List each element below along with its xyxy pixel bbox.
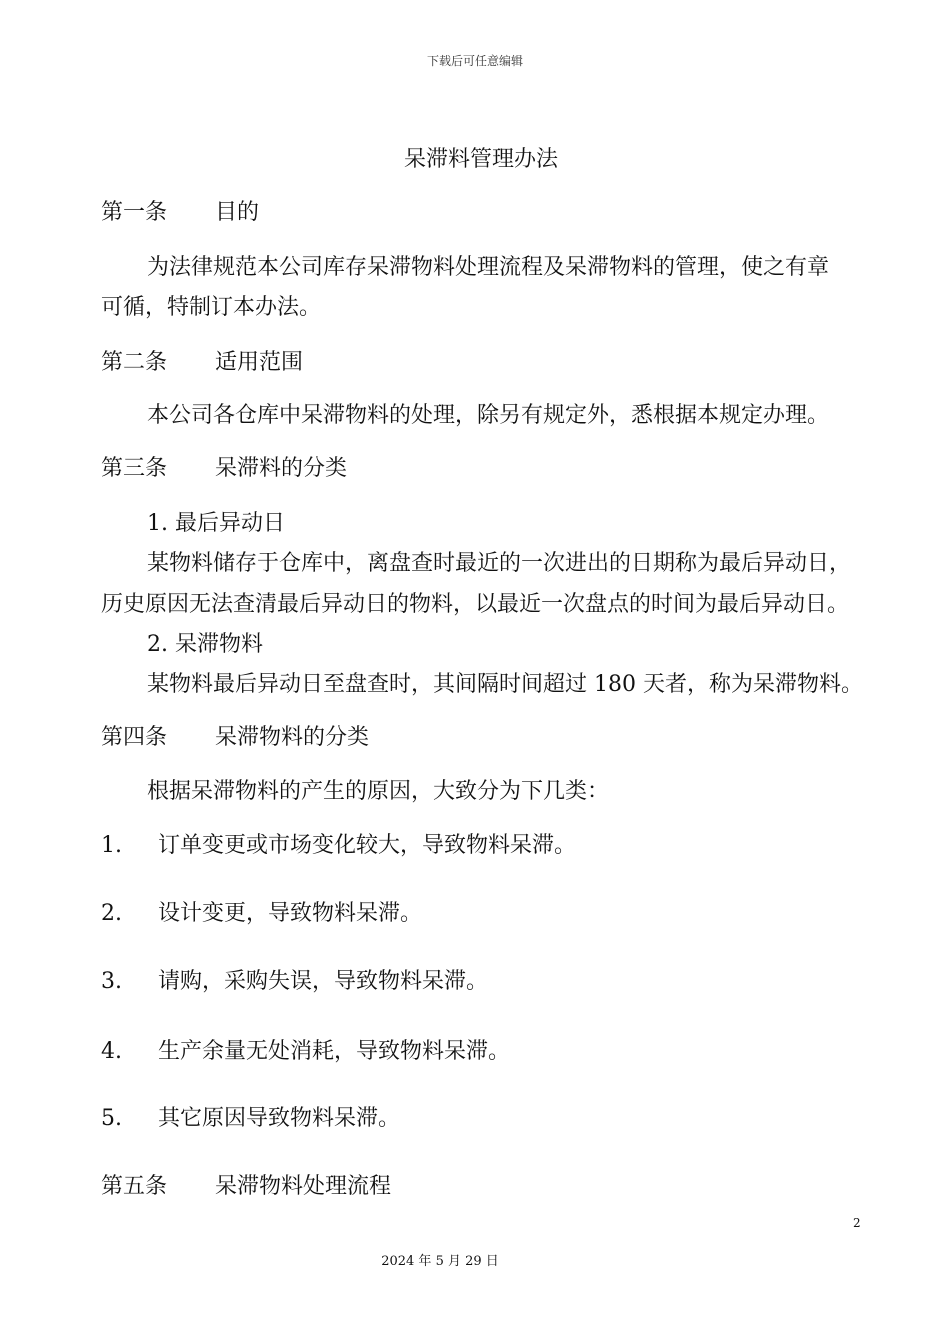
footer-date: 2024 年 5 月 29 日 bbox=[381, 1254, 499, 1269]
page-header: 下载后可任意编辑 bbox=[426, 54, 523, 68]
paragraph: 历史原因无法查清最后异动日的物料，以最近一次盘点的时间为最后异动日。 bbox=[101, 592, 850, 617]
article-5-heading bbox=[101, 1169, 391, 1200]
list-item bbox=[101, 828, 576, 859]
article-number: 第四条 bbox=[101, 725, 168, 750]
document-title: 呆滞料管理办法 bbox=[403, 147, 558, 172]
paragraph: 可循，特制订本办法。 bbox=[101, 295, 322, 320]
article-title: 目的 bbox=[215, 200, 260, 225]
list-number: 4. bbox=[101, 1039, 122, 1064]
list-text: 请购，采购失误，导致物料呆滞。 bbox=[158, 969, 489, 994]
list-text: 其它原因导致物料呆滞。 bbox=[158, 1106, 401, 1131]
article-2-heading bbox=[101, 345, 303, 376]
article-title: 呆滞料的分类 bbox=[215, 456, 348, 481]
page-number: 2 bbox=[853, 1216, 861, 1230]
paragraph: 某物料最后异动日至盘查时，其间隔时间超过 180 天者，称为呆滞物料。 bbox=[147, 672, 863, 697]
paragraph: 根据呆滞物料的产生的原因，大致分为下几类： bbox=[147, 779, 610, 804]
article-title: 呆滞物料的分类 bbox=[215, 725, 370, 750]
list-number: 3. bbox=[101, 969, 122, 994]
article-1-heading bbox=[101, 195, 259, 226]
list-text: 订单变更或市场变化较大，导致物料呆滞。 bbox=[158, 833, 577, 858]
list-item bbox=[101, 1101, 400, 1132]
list-item bbox=[101, 1034, 510, 1065]
article-number: 第一条 bbox=[101, 200, 168, 225]
article-title: 适用范围 bbox=[215, 350, 304, 375]
list-number: 2. bbox=[101, 901, 122, 926]
article-title: 呆滞物料处理流程 bbox=[215, 1174, 392, 1199]
subheading: 1. 最后异动日 bbox=[147, 511, 285, 536]
list-number: 1. bbox=[101, 833, 122, 858]
list-text: 生产余量无处消耗，导致物料呆滞。 bbox=[158, 1039, 511, 1064]
article-number: 第二条 bbox=[101, 350, 168, 375]
paragraph: 本公司各仓库中呆滞物料的处理，除另有规定外，悉根据本规定办理。 bbox=[147, 403, 830, 428]
article-number: 第五条 bbox=[101, 1174, 168, 1199]
list-item bbox=[101, 964, 488, 995]
paragraph: 为法律规范本公司库存呆滞物料处理流程及呆滞物料的管理，使之有章 bbox=[147, 255, 830, 280]
article-number: 第三条 bbox=[101, 456, 168, 481]
paragraph: 某物料储存于仓库中，离盘查时最近的一次进出的日期称为最后异动日， bbox=[147, 551, 852, 576]
list-item bbox=[101, 896, 422, 927]
article-4-heading bbox=[101, 720, 369, 751]
subheading: 2. 呆滞物料 bbox=[147, 632, 263, 657]
list-number: 5. bbox=[101, 1106, 122, 1131]
list-text: 设计变更，导致物料呆滞。 bbox=[158, 901, 423, 926]
article-3-heading bbox=[101, 451, 347, 482]
